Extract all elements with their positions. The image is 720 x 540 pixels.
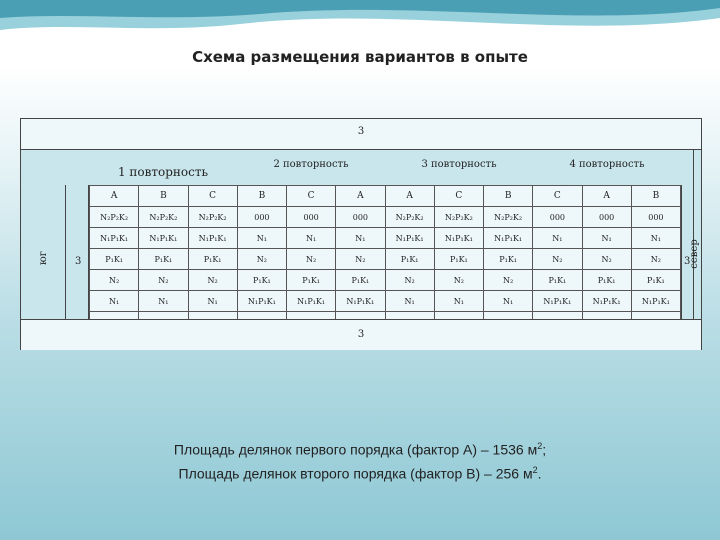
protection-strip-bottom: 3 bbox=[21, 319, 701, 350]
note-second-order-sup: 2 bbox=[532, 464, 538, 475]
variant-cell: C bbox=[287, 186, 336, 207]
plot-cell: N₂ bbox=[434, 270, 483, 291]
plot-cell: N₁P₁K₁ bbox=[484, 228, 533, 249]
variant-cell: C bbox=[434, 186, 483, 207]
variant-cell: A bbox=[385, 186, 434, 207]
replication-1-label: 1 повторность bbox=[117, 165, 209, 179]
variant-cell: A bbox=[336, 186, 385, 207]
plot-row-4 bbox=[90, 270, 681, 291]
variant-cell: B bbox=[237, 186, 286, 207]
plot-cell: N₂ bbox=[237, 249, 286, 270]
variant-cell: B bbox=[631, 186, 680, 207]
note-first-order-sup: 2 bbox=[537, 441, 543, 451]
variant-cell: B bbox=[139, 186, 188, 207]
left-strip-divider bbox=[65, 185, 66, 319]
plot-row-2 bbox=[90, 228, 681, 249]
replication-2-label: 2 повторность bbox=[273, 159, 349, 170]
variant-header-row bbox=[90, 186, 681, 207]
plot-cell: P₁K₁ bbox=[336, 270, 385, 291]
plot-cell: N₁ bbox=[385, 291, 434, 312]
plot-cell: N₂ bbox=[484, 270, 533, 291]
plot-cell: N₂P₂K₂ bbox=[434, 207, 483, 228]
plot-row-5 bbox=[90, 291, 681, 312]
plot-cell: P₁K₁ bbox=[582, 270, 631, 291]
plot-cell: N₁P₁K₁ bbox=[434, 228, 483, 249]
plot-cell: N₁P₁K₁ bbox=[287, 291, 336, 312]
plot-cell: N₁P₁K₁ bbox=[90, 228, 139, 249]
direction-south-label: юг bbox=[38, 251, 49, 265]
plot-cell: N₂P₂K₂ bbox=[385, 207, 434, 228]
note-first-order-end: ; bbox=[542, 441, 547, 458]
field-area bbox=[89, 149, 681, 319]
plot-cell: N₂ bbox=[336, 249, 385, 270]
protection-strip-top: 3 bbox=[21, 119, 701, 150]
plot-grid bbox=[89, 185, 681, 333]
protection-strip-left-label: 3 bbox=[75, 256, 82, 267]
plot-cell: N₁P₁K₁ bbox=[582, 291, 631, 312]
plot-cell: N₂ bbox=[631, 249, 680, 270]
plot-cell: N₁ bbox=[90, 291, 139, 312]
plot-cell: N₁ bbox=[631, 228, 680, 249]
plot-cell: N₂ bbox=[139, 270, 188, 291]
plot-cell: 000 bbox=[631, 207, 680, 228]
replication-4-label: 4 повторность bbox=[569, 159, 645, 170]
plot-cell: N₁P₁K₁ bbox=[631, 291, 680, 312]
variant-cell: C bbox=[533, 186, 582, 207]
variant-cell: B bbox=[484, 186, 533, 207]
note-second-order-end: . bbox=[537, 465, 542, 482]
plot-cell: N₂P₂K₂ bbox=[90, 207, 139, 228]
plot-cell: N₁P₁K₁ bbox=[385, 228, 434, 249]
right-field-divider bbox=[681, 185, 682, 319]
plot-row-1 bbox=[90, 207, 681, 228]
plot-cell: N₂ bbox=[188, 270, 237, 291]
plot-cell: N₁ bbox=[139, 291, 188, 312]
plot-cell: N₂P₂K₂ bbox=[484, 207, 533, 228]
plot-cell: N₁P₁K₁ bbox=[533, 291, 582, 312]
plot-cell: N₂ bbox=[533, 249, 582, 270]
plot-cell: N₁P₁K₁ bbox=[237, 291, 286, 312]
plot-cell: N₁ bbox=[582, 228, 631, 249]
plot-cell: P₁K₁ bbox=[631, 270, 680, 291]
plot-cell: N₁ bbox=[336, 228, 385, 249]
plot-cell: P₁K₁ bbox=[484, 249, 533, 270]
replication-3-label: 3 повторность bbox=[421, 159, 497, 170]
plot-cell: N₂ bbox=[385, 270, 434, 291]
plot-cell: P₁K₁ bbox=[188, 249, 237, 270]
note-second-order bbox=[0, 460, 720, 484]
plot-cell: P₁K₁ bbox=[287, 270, 336, 291]
plot-cell: P₁K₁ bbox=[90, 249, 139, 270]
plot-cell: N₁P₁K₁ bbox=[139, 228, 188, 249]
plot-cell: N₁ bbox=[484, 291, 533, 312]
note-first-order bbox=[0, 436, 720, 460]
note-second-order-text: Площадь делянок второго порядка (фактор В) – 256 м bbox=[178, 465, 533, 482]
plot-cell: P₁K₁ bbox=[139, 249, 188, 270]
variant-cell: A bbox=[582, 186, 631, 207]
plot-cell: N₁ bbox=[287, 228, 336, 249]
plot-cell: N₂P₂K₂ bbox=[139, 207, 188, 228]
experiment-scheme bbox=[20, 118, 702, 350]
note-first-order-text: Площадь делянок первого порядка (фактор А) – 1536 м bbox=[173, 441, 538, 458]
plot-cell: 000 bbox=[237, 207, 286, 228]
plot-cell: P₁K₁ bbox=[434, 249, 483, 270]
plot-cell: 000 bbox=[336, 207, 385, 228]
protection-strip-right-label: 3 bbox=[684, 256, 691, 267]
plot-cell: N₂P₂K₂ bbox=[188, 207, 237, 228]
direction-north-label: север bbox=[689, 239, 700, 269]
area-notes bbox=[0, 436, 720, 483]
plot-cell: N₁ bbox=[434, 291, 483, 312]
plot-cell: N₁ bbox=[533, 228, 582, 249]
plot-cell: 000 bbox=[582, 207, 631, 228]
plot-cell: P₁K₁ bbox=[385, 249, 434, 270]
plot-cell: 000 bbox=[533, 207, 582, 228]
plot-cell: N₁P₁K₁ bbox=[188, 228, 237, 249]
plot-cell: P₁K₁ bbox=[533, 270, 582, 291]
plot-cell: P₁K₁ bbox=[237, 270, 286, 291]
variant-cell: A bbox=[90, 186, 139, 207]
plot-cell: N₂ bbox=[90, 270, 139, 291]
plot-cell: N₂ bbox=[582, 249, 631, 270]
plot-cell: N₂ bbox=[287, 249, 336, 270]
plot-row-3 bbox=[90, 249, 681, 270]
plot-cell: N₁ bbox=[237, 228, 286, 249]
page-title: Схема размещения вариантов в опыте bbox=[192, 48, 528, 66]
variant-cell: C bbox=[188, 186, 237, 207]
plot-cell: 000 bbox=[287, 207, 336, 228]
plot-cell: N₁ bbox=[188, 291, 237, 312]
plot-cell: N₁P₁K₁ bbox=[336, 291, 385, 312]
